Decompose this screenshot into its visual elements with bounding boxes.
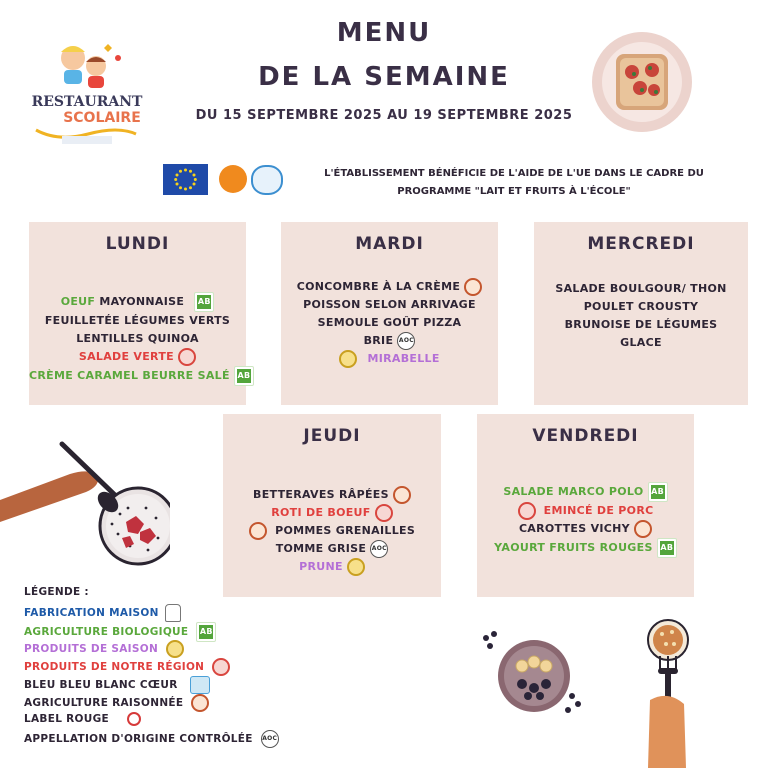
agriculture-raisonnee-icon <box>634 520 652 538</box>
raisonnee-icon <box>191 694 209 712</box>
menu-item <box>29 366 251 386</box>
menu-item <box>223 540 441 558</box>
legend-title: LÉGENDE : <box>24 586 89 598</box>
fruits-program-icon <box>219 165 247 193</box>
menu-item-label: MAYONNAISE <box>95 295 185 308</box>
agriculture-raisonnee-icon <box>464 278 482 296</box>
legend-label: LABEL ROUGE <box>24 713 109 725</box>
region-icon <box>212 658 230 676</box>
menu-item-label: OEUF <box>60 295 96 308</box>
legend-label: AGRICULTURE RAISONNÉE <box>24 697 184 709</box>
menu-item <box>281 332 498 350</box>
day-card-jeudi <box>223 414 441 597</box>
menu-item: LENTILLES QUINOA <box>76 332 199 345</box>
fork-hand-illustration <box>636 614 696 768</box>
menu-item-label: ROTI DE BOEUF <box>271 506 371 519</box>
day-title: JEUDI <box>303 426 361 446</box>
page-title-line1: MENU <box>336 18 432 48</box>
menu-item-label: POMMES GRENAILLES <box>275 524 416 537</box>
logo-name-line2: SCOLAIRE <box>63 110 141 126</box>
region-icon <box>178 348 196 366</box>
agriculture-raisonnee-icon <box>249 522 267 540</box>
legend-label: BLEU BLEU BLANC CŒUR <box>24 679 178 691</box>
eu-flag-icon <box>163 164 208 195</box>
eu-notice-line1: L'ÉTABLISSEMENT BÉNÉFICIE DE L'AIDE DE L'UE DANS LE CADRE DU <box>324 168 704 179</box>
menu-item: POISSON SELON ARRIVAGE <box>303 298 476 311</box>
region-icon <box>518 502 536 520</box>
menu-item: SALADE BOULGOUR/ THON <box>555 282 727 295</box>
menu-item: GLACE <box>620 336 662 349</box>
legend-label: FABRICATION MAISON <box>24 607 159 619</box>
page-title-line2: DE LA SEMAINE <box>258 62 510 92</box>
menu-item: POULET CROUSTY <box>583 300 699 313</box>
legend-label: PRODUITS DE SAISON <box>24 643 159 655</box>
milk-program-icon <box>251 165 283 195</box>
menu-item-label: TOMME GRISE <box>275 542 367 555</box>
menu-item <box>477 520 694 538</box>
day-card-mardi <box>281 222 498 405</box>
day-card-mercredi <box>534 222 748 405</box>
legend-item-produits-de-notre-region <box>24 658 230 676</box>
menu-item-label: EMINCÉ DE PORC <box>543 504 654 517</box>
legend-item-fabrication-maison <box>24 604 181 622</box>
organic-ab-icon: AB <box>194 292 214 312</box>
menu-item-label: YAOURT FRUITS ROUGES <box>494 541 653 554</box>
restaurant-logo <box>28 38 146 148</box>
organic-ab-icon: AB <box>657 538 677 558</box>
ab-organic-icon: AB <box>196 622 216 642</box>
toast-plate-illustration <box>590 30 694 134</box>
menu-item-label: CONCOMBRE À LA CRÈME <box>296 280 461 293</box>
menu-item <box>29 292 246 312</box>
menu-item <box>281 278 498 296</box>
legend-item-bleu-blanc-coeur <box>24 676 210 694</box>
children-illustration-icon <box>28 38 146 148</box>
chef-hat-icon <box>165 604 181 622</box>
region-icon <box>375 504 393 522</box>
menu-item <box>281 350 498 368</box>
legend-item-label-rouge <box>24 712 141 726</box>
legend-item-aoc <box>24 730 279 748</box>
organic-ab-icon: AB <box>234 366 254 386</box>
menu-item <box>477 538 694 558</box>
menu-item-label: BRIE <box>363 334 394 347</box>
menu-item <box>29 348 246 366</box>
eu-notice-line2: PROGRAMME "LAIT ET FRUITS À L'ÉCOLE" <box>397 186 631 197</box>
label-rouge-icon <box>127 712 141 726</box>
legend-label: PRODUITS DE NOTRE RÉGION <box>24 661 205 673</box>
organic-ab-icon: AB <box>648 482 668 502</box>
logo-name-line1: RESTAURANT <box>31 94 143 110</box>
menu-item: SEMOULE GOÛT PIZZA <box>317 316 462 329</box>
day-title: MERCREDI <box>587 234 695 254</box>
menu-item-label: SALADE VERTE <box>78 350 174 363</box>
blueberry-bowl-illustration <box>478 626 588 718</box>
season-icon <box>347 558 365 576</box>
menu-item <box>477 502 694 520</box>
day-title: MARDI <box>355 234 424 254</box>
legend-label: AGRICULTURE BIOLOGIQUE <box>24 626 189 638</box>
bowl-spoon-illustration <box>0 438 170 568</box>
day-title: VENDREDI <box>532 426 639 446</box>
menu-item: BRUNOISE DE LÉGUMES <box>564 318 718 331</box>
day-card-vendredi <box>477 414 694 597</box>
bbc-icon <box>190 676 210 694</box>
menu-item: FEUILLETÉE LÉGUMES VERTS <box>44 314 231 327</box>
day-title: LUNDI <box>105 234 170 254</box>
menu-item-label: SALADE MARCO POLO <box>503 485 644 498</box>
agriculture-raisonnee-icon <box>393 486 411 504</box>
menu-item <box>223 486 441 504</box>
menu-item <box>223 558 441 576</box>
aoc-icon: AOC <box>397 332 415 350</box>
menu-item-label: PRUNE <box>299 560 343 573</box>
aoc-icon: AOC <box>261 730 279 748</box>
aoc-icon: AOC <box>370 540 388 558</box>
legend-item-agriculture-biologique <box>24 622 216 642</box>
season-icon <box>166 640 184 658</box>
menu-item-label: BETTERAVES RÂPÉES <box>253 488 389 501</box>
legend-item-agriculture-raisonnee <box>24 694 209 712</box>
menu-item <box>477 482 694 502</box>
legend-item-produits-de-saison <box>24 640 184 658</box>
season-icon <box>339 350 357 368</box>
menu-item-label: CRÈME CARAMEL BEURRE SALÉ <box>29 369 230 382</box>
menu-item <box>223 504 441 522</box>
menu-item-label: CAROTTES VICHY <box>518 522 630 535</box>
day-card-lundi <box>29 222 251 405</box>
menu-item-label: MIRABELLE <box>367 352 440 365</box>
menu-item <box>223 522 441 540</box>
date-range: DU 15 SEPTEMBRE 2025 AU 19 SEPTEMBRE 2025 <box>195 108 573 123</box>
legend-label: APPELLATION D'ORIGINE CONTRÔLÉE <box>24 733 253 745</box>
